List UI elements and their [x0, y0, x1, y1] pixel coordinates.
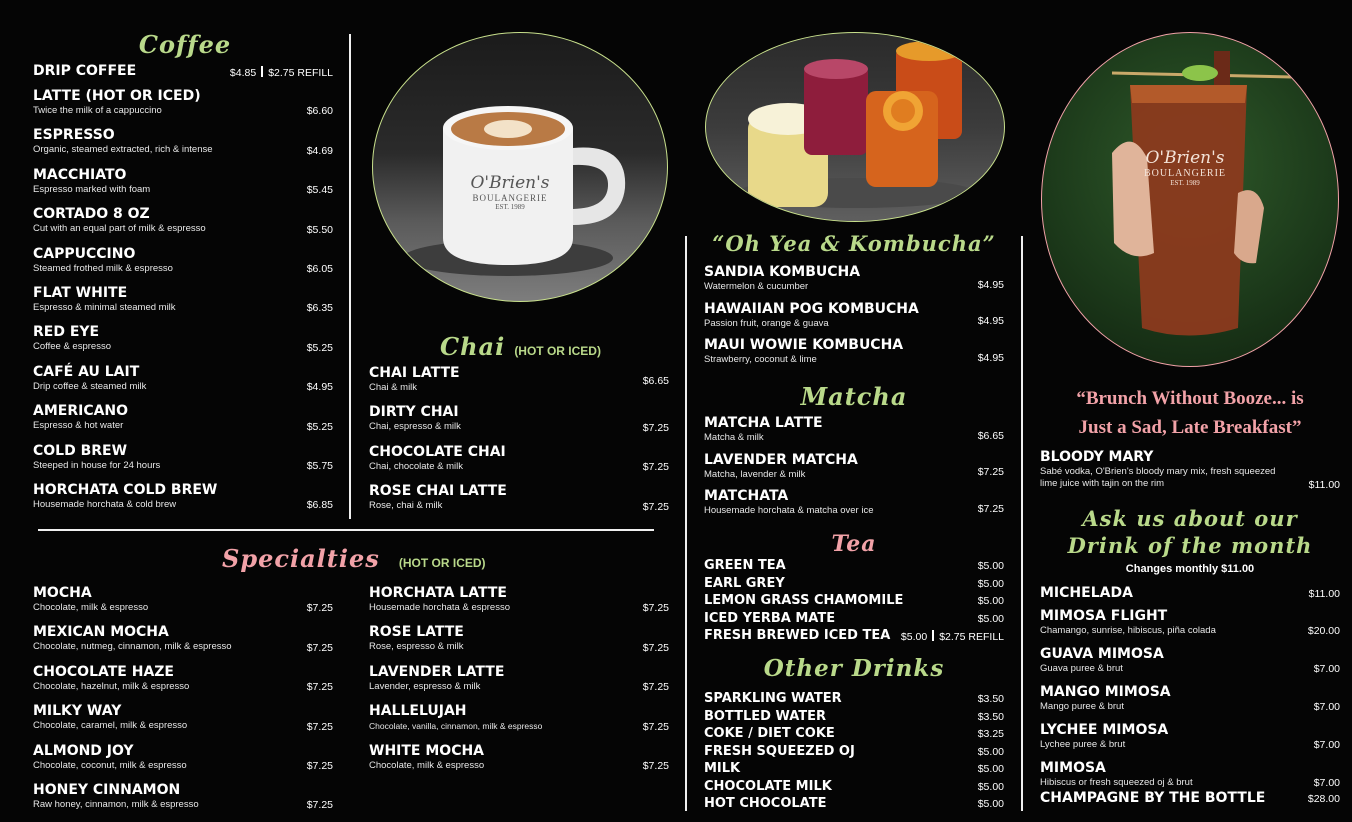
- item-name: HORCHATA COLD BREW: [33, 481, 218, 498]
- list-item: [704, 743, 1004, 761]
- drink-of-month-line2: Drink of the month: [1067, 533, 1313, 558]
- chai-title: Chai: [440, 332, 506, 361]
- list-item: [33, 324, 333, 363]
- item-price: $4.85 $2.75 REFILL: [229, 67, 333, 79]
- item-description: Sabé vodka, O'Brien's bloody mary mix, fresh squeezed: [1040, 466, 1276, 477]
- item-name: GREEN TEA: [704, 558, 786, 573]
- item-price: $7.25: [642, 421, 669, 434]
- item-name: CHOCOLATE MILK: [704, 778, 832, 794]
- item-price: $5.00: [977, 595, 1004, 607]
- item-price: $5.00: [977, 798, 1004, 810]
- item-description: Raw honey, cinnamon, milk & espresso: [33, 798, 199, 810]
- list-item: [1040, 684, 1340, 722]
- item-description: Chocolate, nutmeg, cinnamon, milk & espresso: [33, 641, 232, 653]
- item-name: COLD BREW: [33, 442, 128, 459]
- item-description: Chai, espresso & milk: [369, 421, 461, 433]
- item-description: Chai, chocolate & milk: [369, 460, 463, 472]
- item-price: $7.25: [306, 602, 333, 615]
- item-description: lime juice with tajin on the rim: [1040, 478, 1165, 489]
- item-name: CHAI LATTE: [369, 365, 460, 381]
- item-price: $7.25: [306, 799, 333, 812]
- matcha-list: [704, 415, 1004, 525]
- item-price: $11.00: [1308, 588, 1340, 600]
- list-item: [704, 725, 1004, 743]
- chai-heading: [440, 332, 601, 361]
- other-drinks-title: Other Drinks: [763, 655, 945, 682]
- item-name: HOT CHOCOLATE: [704, 796, 827, 811]
- item-name: FLAT WHITE: [33, 284, 128, 301]
- drinks-photo: [705, 32, 1005, 222]
- list-item: [33, 664, 333, 703]
- item-price: $7.25: [642, 500, 669, 513]
- item-price: $5.00: [977, 612, 1004, 625]
- kombucha-title: “Oh Yea & Kombucha”: [712, 231, 996, 256]
- specialties-subtitle: (HOT OR ICED): [398, 556, 486, 570]
- specialties-heading: [222, 544, 486, 573]
- item-description: Espresso & hot water: [33, 420, 124, 432]
- item-description: Strawberry, coconut & lime: [704, 354, 817, 366]
- list-item: [369, 444, 669, 483]
- item-price: $7.25: [642, 461, 669, 474]
- item-description: Chamango, sunrise, hibiscus, piña colada: [1040, 625, 1216, 636]
- item-description: Chocolate, coconut, milk & espresso: [33, 759, 187, 771]
- chai-subtitle: (HOT OR ICED): [514, 344, 601, 358]
- item-description: Chocolate, milk & espresso: [369, 759, 485, 771]
- item-price: $4.95: [977, 351, 1004, 364]
- mug-est: EST. 1989: [495, 203, 525, 211]
- item-price: $7.25: [977, 502, 1004, 515]
- item-price: $7.25: [306, 759, 333, 772]
- chai-list: [369, 365, 669, 523]
- item-description: Chocolate, milk & espresso: [33, 602, 149, 613]
- item-description: Rose, chai & milk: [369, 500, 443, 512]
- list-item: [33, 703, 333, 742]
- item-price: $3.50: [977, 710, 1004, 723]
- item-description: Chocolate, caramel, milk & espresso: [33, 720, 188, 732]
- list-item: [369, 365, 669, 404]
- list-item: [369, 483, 669, 522]
- item-name: MATCHATA: [704, 488, 789, 505]
- item-name: DRIP COFFEE: [33, 63, 137, 79]
- item-name: LYCHEE MIMOSA: [1040, 722, 1169, 738]
- item-price: $5.75: [306, 459, 333, 472]
- drink-of-month-note: Changes monthly $11.00: [1125, 563, 1255, 575]
- list-item: [369, 585, 669, 624]
- mug-sub: BOULANGERIE: [472, 193, 548, 203]
- item-price: $7.00: [1313, 701, 1340, 713]
- item-price: $6.65: [642, 375, 669, 388]
- list-item: [1040, 760, 1340, 790]
- list-item: [1040, 608, 1340, 646]
- item-price: $5.00: [977, 780, 1004, 793]
- divider: [1021, 236, 1023, 811]
- list-item: [704, 557, 1004, 575]
- glass-sub: BOULANGERIE: [1143, 168, 1227, 179]
- item-description: Housemade horchata & espresso: [369, 602, 510, 613]
- list-item: [704, 452, 1004, 489]
- tea-title: Tea: [831, 531, 877, 557]
- tea-list: [704, 557, 1004, 645]
- item-price: $7.25: [306, 720, 333, 733]
- item-price: $5.25: [306, 420, 333, 433]
- item-price: $5.25: [306, 341, 333, 354]
- item-name: MOCHA: [33, 585, 92, 601]
- item-name: MAUI WOWIE KOMBUCHA: [704, 337, 904, 354]
- list-item: [369, 664, 669, 703]
- list-item: [704, 610, 1004, 628]
- bloody-mary-item: [1040, 449, 1340, 493]
- list-item: [369, 624, 669, 663]
- item-description: Steeped in house for 24 hours: [33, 459, 161, 471]
- item-name: CORTADO 8 OZ: [33, 206, 150, 223]
- item-name: ROSE LATTE: [369, 624, 464, 641]
- item-price: $6.65: [977, 429, 1004, 442]
- list-item: [33, 585, 333, 624]
- item-name: MATCHA LATTE: [704, 415, 823, 431]
- list-item: [1040, 790, 1340, 810]
- list-item: [33, 127, 333, 166]
- item-price: $11.00: [1308, 479, 1340, 491]
- item-price: $6.35: [306, 302, 333, 315]
- list-item: [33, 246, 333, 285]
- item-price: $4.95: [977, 315, 1004, 328]
- item-name: HAWAIIAN POG KOMBUCHA: [704, 300, 919, 317]
- item-description: Lavender, espresso & milk: [369, 680, 481, 692]
- item-name: MICHELADA: [1040, 585, 1133, 601]
- item-name: LEMON GRASS CHAMOMILE: [704, 593, 904, 608]
- list-item: [704, 592, 1004, 610]
- list-item: [33, 482, 333, 521]
- kombucha-list: [704, 264, 1004, 374]
- item-price: $7.25: [642, 720, 669, 733]
- list-item: [369, 743, 669, 782]
- mug-logo: [465, 173, 555, 211]
- item-price: $7.25: [642, 641, 669, 654]
- list-item: [704, 488, 1004, 525]
- item-name: CAFÉ AU LAIT: [33, 363, 140, 380]
- list-item: [33, 285, 333, 324]
- item-description: Organic, steamed extracted, rich & intense: [33, 144, 213, 156]
- item-name: ALMOND JOY: [33, 742, 134, 759]
- item-price: $6.85: [306, 499, 333, 512]
- list-item: [33, 403, 333, 442]
- glass-logo: [1130, 148, 1240, 187]
- list-item: [33, 743, 333, 782]
- divider: [349, 34, 351, 519]
- item-price: $5.45: [306, 184, 333, 197]
- item-name: AMERICANO: [33, 403, 129, 420]
- item-description: Espresso marked with foam: [33, 183, 151, 195]
- item-name: DIRTY CHAI: [369, 404, 459, 421]
- item-price: $3.50: [977, 693, 1004, 705]
- item-name: FRESH SQUEEZED OJ: [704, 743, 855, 759]
- item-price: $6.60: [306, 105, 333, 118]
- item-name: MEXICAN MOCHA: [33, 624, 169, 641]
- item-description: Guava puree & brut: [1040, 663, 1123, 674]
- bloody-mary-illustration: [1042, 33, 1338, 366]
- item-price: $4.95: [977, 278, 1004, 291]
- brunch-quote-line1: “Brunch Without Booze... is: [1076, 388, 1304, 409]
- item-description: Chai & milk: [369, 382, 418, 393]
- item-description: Espresso & minimal steamed milk: [33, 301, 176, 313]
- item-name: WHITE MOCHA: [369, 742, 485, 759]
- item-name: LAVENDER MATCHA: [704, 451, 858, 468]
- item-name: CAPPUCCINO: [33, 245, 136, 262]
- item-description: Mango puree & brut: [1040, 701, 1124, 712]
- item-name: HALLELUJAH: [369, 703, 467, 720]
- item-name: SANDIA KOMBUCHA: [704, 264, 861, 280]
- specialties-left-list: [33, 585, 333, 821]
- brunch-quote-line2: Just a Sad, Late Breakfast”: [1078, 417, 1302, 438]
- item-price: $7.00: [1313, 739, 1340, 751]
- list-item: [704, 690, 1004, 708]
- item-name: MIMOSA: [1040, 760, 1106, 776]
- list-item: [33, 782, 333, 821]
- glass-est: EST. 1989: [1170, 179, 1200, 187]
- item-name: BOTTLED WATER: [704, 708, 827, 724]
- item-price: $5.00: [977, 763, 1004, 775]
- list-item: [33, 364, 333, 403]
- item-price: $5.00: [977, 577, 1004, 590]
- list-item: [33, 63, 333, 88]
- item-name: MILKY WAY: [33, 703, 122, 720]
- item-price: $7.25: [977, 466, 1004, 479]
- item-description: Chocolate, hazelnut, milk & espresso: [33, 680, 190, 692]
- item-description: Twice the milk of a cappuccino: [33, 105, 162, 116]
- item-name: EARL GREY: [704, 575, 785, 591]
- list-item: [1040, 722, 1340, 760]
- coffee-list: [33, 63, 333, 521]
- list-item: [704, 301, 1004, 338]
- item-price: $4.95: [306, 381, 333, 394]
- list-item: [1040, 585, 1340, 608]
- drink-of-month-title: [1032, 505, 1348, 559]
- list-item: [704, 415, 1004, 452]
- item-description: Steamed frothed milk & espresso: [33, 262, 173, 274]
- item-description: Drip coffee & steamed milk: [33, 380, 147, 392]
- list-item: [33, 443, 333, 482]
- glass-brand: O'Brien's: [1145, 148, 1225, 168]
- item-name: FRESH BREWED ICED TEA: [704, 628, 891, 643]
- item-description: Matcha, lavender & milk: [704, 468, 806, 480]
- item-name: CHOCOLATE HAZE: [33, 663, 174, 680]
- item-price: $6.05: [306, 262, 333, 275]
- item-price: $5.00: [977, 560, 1004, 572]
- item-description: Housemade horchata & cold brew: [33, 498, 177, 510]
- matcha-title: Matcha: [800, 382, 908, 411]
- item-price: $20.00: [1307, 625, 1340, 637]
- drink-of-month-line1: Ask us about our: [1082, 506, 1298, 531]
- divider: [685, 236, 687, 811]
- item-description: Cut with an equal part of milk & espresso: [33, 223, 206, 235]
- item-name: RED EYE: [33, 324, 100, 341]
- item-description: Watermelon & cucumber: [704, 281, 809, 292]
- specialties-right-list: [369, 585, 669, 782]
- item-name: CHAMPAGNE BY THE BOTTLE: [1040, 790, 1266, 806]
- brunch-list: [1040, 585, 1340, 810]
- item-price: $7.25: [642, 602, 669, 615]
- item-name: ICED YERBA MATE: [704, 610, 836, 626]
- item-price: $5.50: [306, 223, 333, 236]
- item-price: $7.25: [642, 759, 669, 772]
- mug-illustration: [373, 33, 667, 301]
- item-name: HORCHATA LATTE: [369, 585, 507, 601]
- item-price: $7.00: [1313, 777, 1340, 789]
- item-description: Rose, espresso & milk: [369, 641, 464, 653]
- item-price: $5.00 $2.75 REFILL: [900, 631, 1004, 643]
- item-name: ROSE CHAI LATTE: [369, 483, 507, 500]
- other-drinks-list: [704, 690, 1004, 813]
- coffee-mug-photo: [372, 32, 668, 302]
- item-price: $7.25: [642, 681, 669, 694]
- item-name: MACCHIATO: [33, 166, 127, 183]
- item-name: LAVENDER LATTE: [369, 663, 505, 680]
- list-item: [704, 708, 1004, 726]
- item-name: SPARKLING WATER: [704, 691, 842, 706]
- mug-brand: O'Brien's: [470, 173, 550, 193]
- list-item: [704, 760, 1004, 778]
- list-item: [33, 624, 333, 663]
- item-description: Lychee puree & brut: [1040, 739, 1126, 750]
- list-item: [33, 167, 333, 206]
- item-price: $3.25: [977, 728, 1004, 740]
- item-price: $7.25: [306, 681, 333, 694]
- item-description: Coffee & espresso: [33, 341, 111, 353]
- item-name: MILK: [704, 761, 741, 776]
- brunch-quote: [1030, 384, 1350, 442]
- item-name: MIMOSA FLIGHT: [1040, 608, 1168, 624]
- specialties-title: Specialties: [222, 544, 380, 573]
- list-item: [704, 264, 1004, 301]
- list-item: [1040, 646, 1340, 684]
- item-description: Housemade horchata & matcha over ice: [704, 505, 874, 517]
- list-item: [33, 206, 333, 245]
- item-description: Passion fruit, orange & guava: [704, 317, 829, 329]
- bloody-mary-photo: [1041, 32, 1339, 367]
- item-name: HONEY CINNAMON: [33, 781, 181, 798]
- list-item: [704, 795, 1004, 813]
- drinks-illustration: [706, 33, 1004, 221]
- item-description: Hibiscus or fresh squeezed oj & brut: [1040, 777, 1193, 788]
- item-price: $28.00: [1307, 793, 1340, 805]
- item-name: MANGO MIMOSA: [1040, 684, 1171, 700]
- list-item: [704, 575, 1004, 593]
- coffee-title: Coffee: [138, 30, 232, 59]
- item-name: LATTE (HOT OR ICED): [33, 88, 201, 104]
- item-name: COKE / DIET COKE: [704, 726, 835, 741]
- item-price: $4.69: [306, 144, 333, 157]
- item-price: $7.00: [1313, 663, 1340, 675]
- list-item: [33, 88, 333, 127]
- item-name: BLOODY MARY: [1040, 449, 1154, 465]
- item-name: CHOCOLATE CHAI: [369, 443, 506, 460]
- divider: [38, 529, 654, 531]
- list-item: [704, 337, 1004, 374]
- item-price: $7.25: [306, 641, 333, 654]
- list-item: [704, 778, 1004, 796]
- item-name: GUAVA MIMOSA: [1040, 646, 1164, 662]
- item-price: $5.00: [977, 745, 1004, 758]
- list-item: [369, 703, 669, 742]
- item-name: ESPRESSO: [33, 127, 115, 144]
- item-description: Chocolate, vanilla, cinnamon, milk & espresso: [369, 721, 543, 732]
- list-item: [704, 627, 1004, 645]
- item-description: Matcha & milk: [704, 432, 764, 443]
- list-item: [369, 404, 669, 443]
